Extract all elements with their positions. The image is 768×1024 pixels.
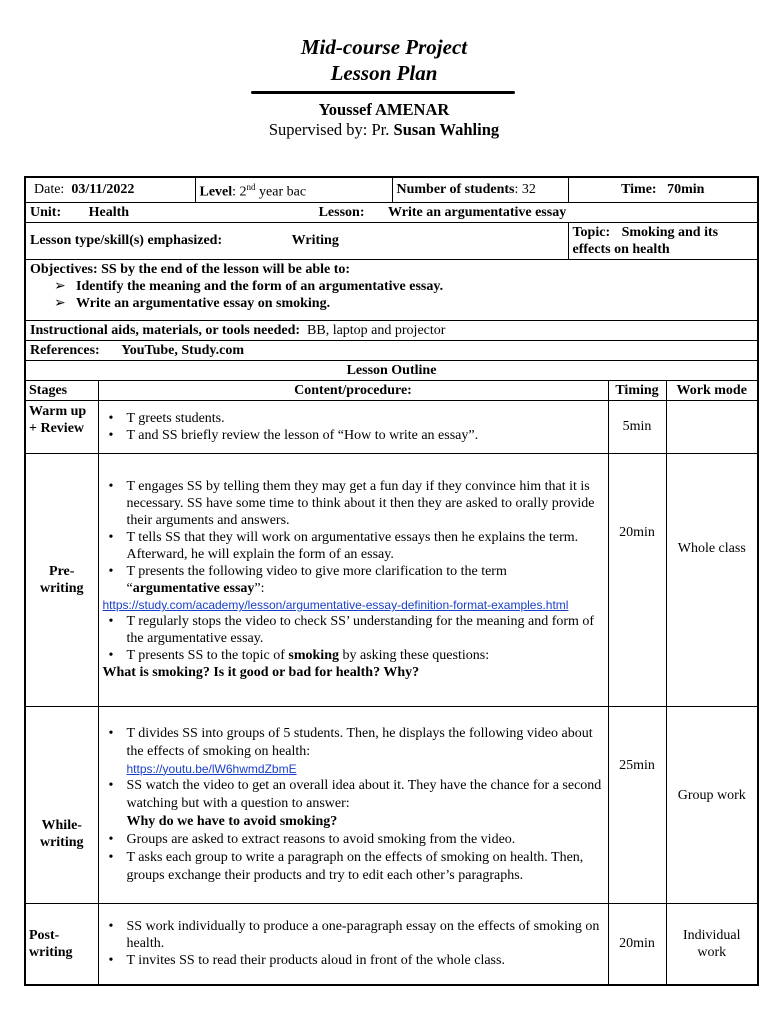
prewriting-question: What is smoking? Is it good or bad for health? Why? xyxy=(102,665,420,681)
outline-header-row xyxy=(25,380,758,400)
time-cell: Time: 70min xyxy=(568,177,758,202)
objective-item: ➢ Write an argumentative essay on smoking. xyxy=(76,295,753,312)
header-stages: Stages xyxy=(25,380,98,400)
unit-lesson-cell: Unit: Health Lesson: Write an argumentative essay xyxy=(25,202,758,222)
stage-row-whilewriting xyxy=(25,706,758,903)
workmode-postwriting: Individual work xyxy=(666,903,758,985)
youtube-link[interactable]: https://youtu.be/lW6hwmdZbmE xyxy=(126,761,297,776)
content-postwriting xyxy=(98,903,608,985)
header-content: Content/procedure: xyxy=(98,380,608,400)
references-value: YouTube, Study.com xyxy=(121,342,245,358)
procedure-item: • T asks each group to write a paragraph on the effects of smoking on health. Then, groups exchange their products and try to edit each other’s paragraphs. xyxy=(127,849,604,885)
aids-value: BB, laptop and projector xyxy=(307,322,446,338)
workmode-whilewriting: Group work xyxy=(666,706,758,903)
stage-row-prewriting xyxy=(25,453,758,706)
date-value: 03/11/2022 xyxy=(71,182,135,198)
date-cell: Date: 03/11/2022 xyxy=(25,177,195,202)
procedure-item: • T regularly stops the video to check SS’ understanding for the meaning and form of the argumentative essay. xyxy=(127,613,604,647)
objectives-list xyxy=(30,278,753,312)
timing-warmup: 5min xyxy=(608,400,666,453)
stage-label-prewriting: Pre- writing xyxy=(25,453,98,706)
stage-label-postwriting: Post- writing xyxy=(25,903,98,985)
level-cell: Level: 2nd year bac xyxy=(195,177,392,202)
lesson-value: Write an argumentative essay xyxy=(387,204,567,220)
procedure-item: • T presents SS to the topic of smoking by asking these questions: xyxy=(127,647,604,664)
objectives-cell xyxy=(25,259,758,320)
procedure-item: • T and SS briefly review the lesson of “How to write an essay”. xyxy=(127,427,604,444)
timing-whilewriting: 25min xyxy=(608,706,666,903)
outline-title-row xyxy=(25,360,758,380)
references-row xyxy=(25,340,758,360)
lesson-plan-table xyxy=(24,176,759,986)
study-com-link[interactable]: https://study.com/academy/lesson/argumentative-essay-definition-format-examples.html xyxy=(102,598,569,613)
stage-label-warmup: Warm up + Review xyxy=(25,400,98,453)
unit-lesson-row xyxy=(25,202,758,222)
header-timing: Timing xyxy=(608,380,666,400)
topic-cell: Topic: Smoking and its effects on health xyxy=(568,222,758,259)
time-value: 70min xyxy=(667,182,705,198)
procedure-item: • T invites SS to read their products aloud in front of the whole class. xyxy=(127,952,604,969)
aids-row xyxy=(25,320,758,340)
workmode-prewriting: Whole class xyxy=(666,453,758,706)
document-title xyxy=(0,34,768,86)
type-value: Writing xyxy=(291,233,339,249)
timing-postwriting: 20min xyxy=(608,903,666,985)
whilewriting-question: Why do we have to avoid smoking? xyxy=(126,813,338,829)
procedure-item: • T engages SS by telling them they may get a fun day if they convince him that it is necessary. SS have some time to think about it then they are asked to orally provide their arguments and answers. xyxy=(127,478,604,529)
topic-value: Smoking and its effects on health xyxy=(572,224,719,257)
title-line-1: Mid-course Project xyxy=(300,35,468,59)
content-whilewriting xyxy=(98,706,608,903)
aids-cell: Instructional aids, materials, or tools needed: BB, laptop and projector xyxy=(25,320,758,340)
title-line-2: Lesson Plan xyxy=(330,61,438,85)
objective-item: ➢ Identify the meaning and the form of an argumentative essay. xyxy=(76,278,753,295)
stage-row-warmup xyxy=(25,400,758,453)
students-value: : 32 xyxy=(514,182,536,198)
outline-title: Lesson Outline xyxy=(25,360,758,380)
supervisor-line xyxy=(0,120,768,140)
author-name: Youssef AMENAR xyxy=(318,100,450,119)
procedure-item: • T divides SS into groups of 5 students. Then, he displays the following video about the effects of smoking on health: https://youtu.be/lW6hwmdZbmE xyxy=(127,725,604,777)
references-cell: References: YouTube, Study.com xyxy=(25,340,758,360)
supervisor-name: Susan Wahling xyxy=(393,120,500,139)
header-work-mode: Work mode xyxy=(666,380,758,400)
timing-prewriting: 20min xyxy=(608,453,666,706)
procedure-item: • SS work individually to produce a one-paragraph essay on the effects of smoking on health. xyxy=(127,918,604,952)
info-row-1 xyxy=(25,177,758,202)
students-cell: Number of students: 32 xyxy=(392,177,568,202)
type-topic-row xyxy=(25,222,758,259)
procedure-item: • SS watch the video to get an overall idea about it. They have the chance for a second watching but with a question to answer: Why do we have to avoid smoking? xyxy=(127,777,604,831)
title-underline xyxy=(251,91,515,94)
stage-label-whilewriting: While- writing xyxy=(25,706,98,903)
objectives-row xyxy=(25,259,758,320)
procedure-item: • Groups are asked to extract reasons to avoid smoking from the video. xyxy=(127,831,604,849)
procedure-item: • T tells SS that they will work on argumentative essays then he explains the term. Afterward, he will explain the form of an essay. xyxy=(127,529,604,563)
supervised-prefix: Supervised by: Pr. xyxy=(268,120,394,139)
content-warmup xyxy=(98,400,608,453)
stage-row-postwriting xyxy=(25,903,758,985)
procedure-item: • T presents the following video to give more clarification to the term “argumentative essay”: xyxy=(127,563,604,597)
procedure-item: • T greets students. xyxy=(127,410,604,427)
type-cell: Lesson type/skill(s) emphasized: Writing xyxy=(25,222,568,259)
unit-value: Health xyxy=(88,204,130,220)
content-prewriting xyxy=(98,453,608,706)
workmode-warmup xyxy=(666,400,758,453)
objectives-intro: Objectives: SS by the end of the lesson will be able to: xyxy=(30,261,351,277)
